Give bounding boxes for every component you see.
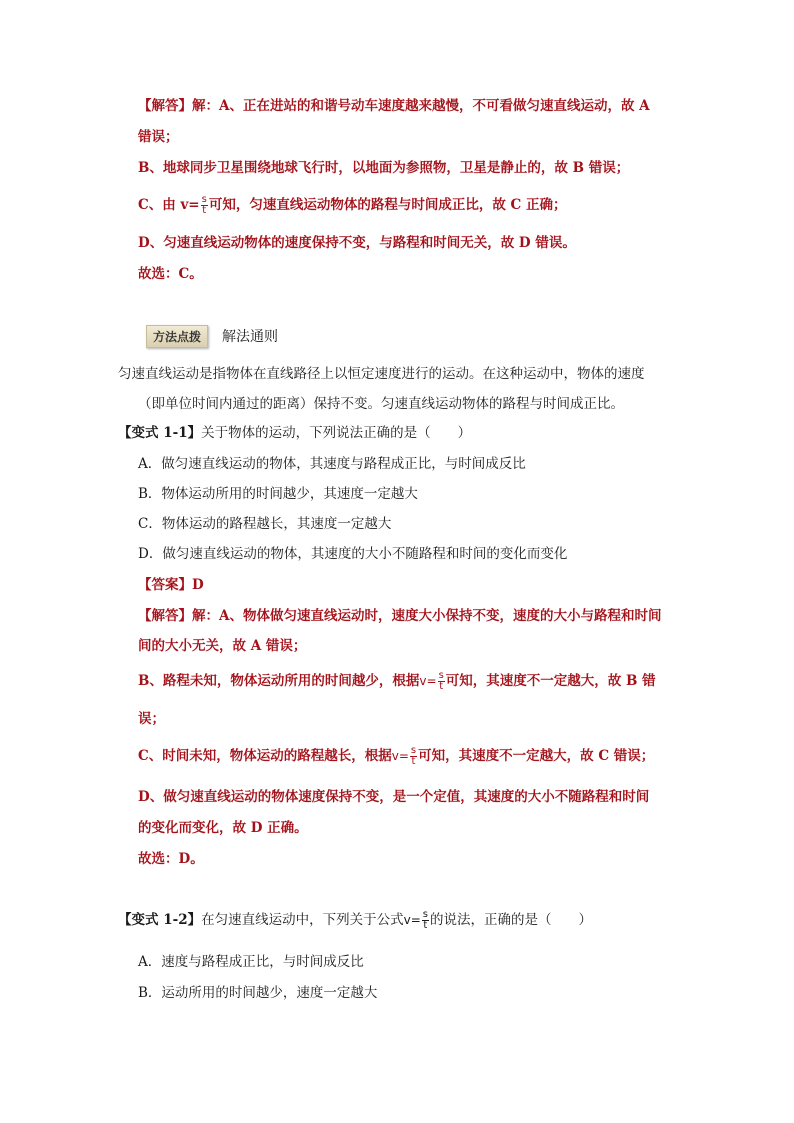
method-tag: 方法点拨 [146, 325, 208, 348]
solution-line: 间的大小无关，故 A 错误； [138, 638, 307, 654]
option-c: C．物体运动的路程越长，其速度一定越大 [138, 516, 392, 532]
fraction-denominator: t [423, 920, 428, 931]
formula-v: v= [403, 913, 421, 927]
solution-line: D、匀速直线运动物体的速度保持不变，与路程和时间无关，故 D 错误。 [138, 235, 576, 251]
solution-line: D、做匀速直线运动的物体速度保持不变，是一个定值，其速度的大小不随路程和时间 [138, 789, 650, 805]
option-d: D．做匀速直线运动的物体，其速度的大小不随路程和时间的变化而变化 [138, 546, 568, 562]
solution-line: 【解答】解：A、正在进站的和谐号动车速度越来越慢，不可看做匀速直线运动，故 A [138, 98, 650, 114]
solution-line: 的变化而变化，故 D 正确。 [138, 820, 308, 836]
question-text: 在匀速直线运动中，下列关于公式 [201, 912, 404, 928]
solution-line: 【解答】解：A、物体做匀速直线运动时，速度大小保持不变，速度的大小与路程和时间 [138, 608, 662, 624]
solution-line: 故选：D。 [138, 851, 204, 867]
solution-line: 错误； [138, 129, 179, 145]
formula-fraction [201, 195, 208, 216]
text-segment: 可知，其速度不一定越大，故 C 错误； [418, 748, 655, 764]
question-1-1 [118, 423, 471, 443]
answer: 【答案】D [138, 577, 204, 593]
formula-fraction [422, 910, 429, 931]
option-a: A．速度与路程成正比，与时间成反比 [138, 954, 364, 970]
fraction-denominator: t [439, 681, 444, 692]
option-b: B．物体运动所用的时间越少，其速度一定越大 [138, 486, 418, 502]
question-text: 的说法，正确的是（ ） [429, 912, 592, 928]
fraction-denominator: t [411, 756, 416, 767]
method-text-line: （即单位时间内通过的距离）保持不变。匀速直线运动物体的路程与时间成正比。 [138, 396, 624, 412]
formula-v: v= [391, 749, 409, 763]
solution-line: 误； [138, 711, 165, 727]
solution-line: B、地球同步卫星围绕地球飞行时，以地面为参照物，卫星是静止的，故 B 错误； [138, 160, 630, 176]
fraction-numerator: s [438, 670, 444, 681]
fraction-numerator: s [422, 909, 428, 920]
formula-fraction [410, 746, 417, 767]
fraction-numerator: s [201, 194, 207, 205]
formula-v: v= [419, 674, 437, 688]
method-title: 解法通则 [222, 329, 278, 345]
question-text: 关于物体的运动，下列说法正确的是（ ） [201, 425, 472, 441]
text-segment: 可知，其速度不一定越大，故 B 错 [445, 673, 656, 689]
solution-line: 故选：C。 [138, 266, 203, 282]
fraction-numerator: s [410, 745, 417, 756]
formula-fraction [438, 671, 445, 692]
text-segment: C、时间未知，物体运动的路程越长，根据 [138, 748, 392, 764]
option-a: A．做匀速直线运动的物体，其速度与路程成正比，与时间成反比 [138, 456, 526, 472]
solution-line [138, 195, 566, 216]
text-segment: B、路程未知，物体运动所用的时间越少，根据 [138, 673, 420, 689]
solution-line [138, 746, 654, 767]
question-label: 【变式 1-1】 [118, 425, 202, 441]
text-segment: 可知，匀速直线运动物体的路程与时间成正比，故 C 正确； [208, 197, 567, 213]
option-b: B．运动所用的时间越少，速度一定越大 [138, 985, 378, 1001]
solution-line [138, 671, 656, 692]
fraction-denominator: t [202, 205, 207, 216]
method-text-line: 匀速直线运动是指物体在直线路径上以恒定速度进行的运动。在这种运动中，物体的速度 [118, 366, 645, 382]
text-segment: C、由 v= [138, 197, 200, 213]
question-1-2 [118, 910, 592, 931]
question-label: 【变式 1-2】 [118, 912, 202, 928]
